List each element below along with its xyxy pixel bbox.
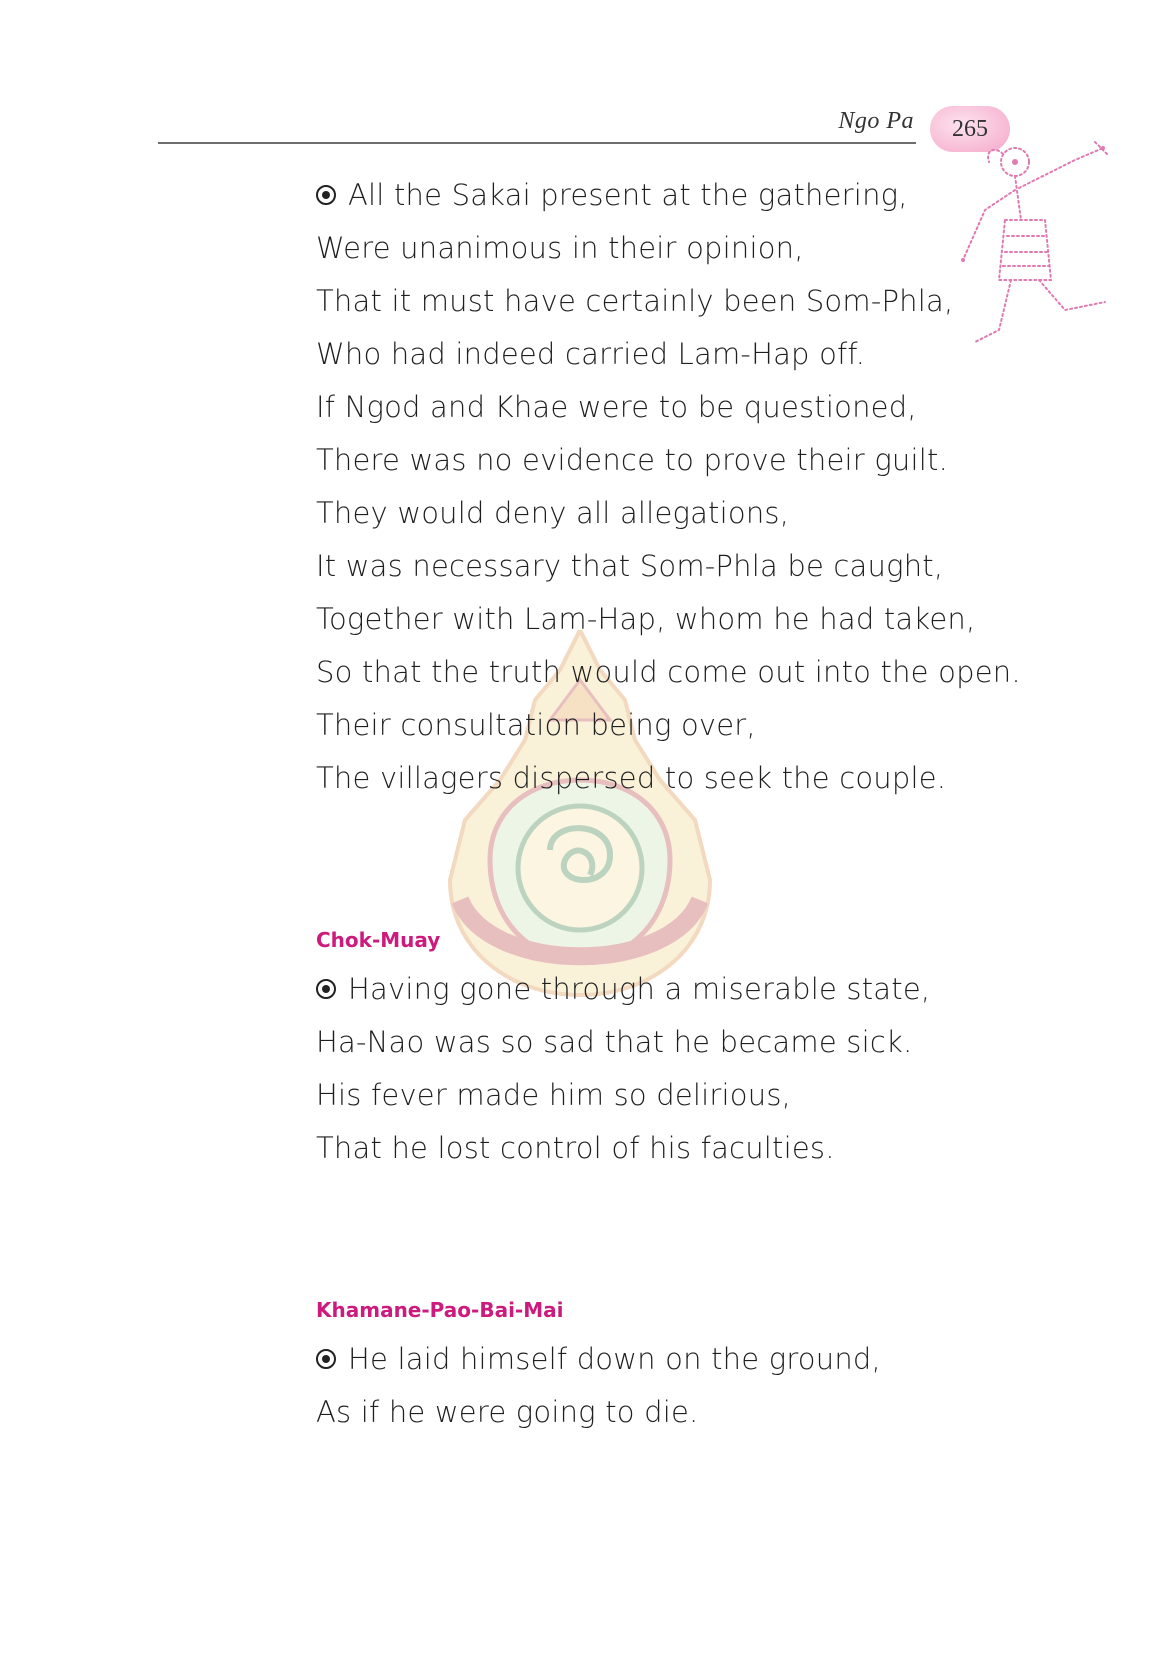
bullet-icon (316, 1349, 336, 1369)
stanza-line: Who had indeed carried Lam-Hap off. (316, 337, 866, 371)
stanza-line: That he lost control of his faculties. (316, 1131, 835, 1165)
stanza-line: Together with Lam-Hap, whom he had taken, (316, 602, 976, 636)
stanza-line: If Ngod and Khae were to be questioned, (316, 390, 917, 424)
stanza-line: The villagers dispersed to seek the couple. (316, 761, 947, 795)
stanza-line: They would deny all allegations, (316, 496, 790, 530)
bullet-icon (316, 979, 336, 999)
stanza-line: So that the truth would come out into the open. (316, 655, 1021, 689)
stanza-line: There was no evidence to prove their guilt. (316, 443, 949, 477)
header-rule (158, 142, 916, 144)
section-heading: Khamane-Pao-Bai-Mai (316, 1298, 564, 1322)
stanza-line: It was necessary that Som-Phla be caught, (316, 549, 944, 583)
bullet-icon (316, 185, 336, 205)
running-title: Ngo Pa (838, 108, 914, 134)
page-number: 265 (952, 115, 988, 142)
stanza-line: That it must have certainly been Som-Phla, (316, 284, 954, 318)
stanza-line: He laid himself down on the ground, (316, 1342, 881, 1376)
stanza-line: His fever made him so delirious, (316, 1078, 792, 1112)
stanza-line: All the Sakai present at the gathering, (316, 178, 908, 212)
dancer-illustration-icon (955, 140, 1125, 350)
stanza-line: Having gone through a miserable state, (316, 972, 930, 1006)
section-heading: Chok-Muay (316, 928, 441, 952)
stanza-line: As if he were going to die. (316, 1395, 699, 1429)
stanza-line: Their consultation being over, (316, 708, 756, 742)
stanza-line: Ha-Nao was so sad that he became sick. (316, 1025, 913, 1059)
stanza-line: Were unanimous in their opinion, (316, 231, 804, 265)
